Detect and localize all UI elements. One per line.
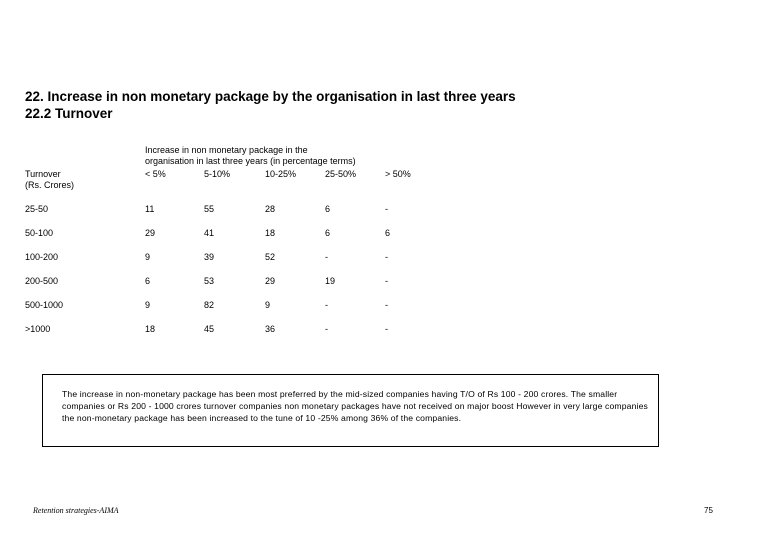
- cell: -: [325, 324, 328, 334]
- cell: 11: [145, 204, 155, 214]
- column-header: 10-25%: [265, 169, 297, 179]
- row-header: [25, 169, 74, 191]
- cell: -: [385, 252, 388, 262]
- cell: -: [385, 204, 388, 214]
- cell: 53: [204, 276, 215, 286]
- group-header: [145, 145, 356, 167]
- cell: 6: [145, 276, 151, 286]
- cell: -: [325, 252, 328, 262]
- cell: 19: [325, 276, 336, 286]
- cell: 45: [204, 324, 215, 334]
- section-title: 22. Increase in non monetary package by the organisation in last three years: [25, 89, 516, 104]
- row-label: 25-50: [25, 204, 49, 214]
- column-header: < 5%: [145, 169, 166, 179]
- summary-note-box: [42, 374, 659, 447]
- cell: 18: [265, 228, 276, 238]
- table-row: [25, 300, 445, 312]
- cell: 6: [325, 204, 331, 214]
- cell: -: [385, 300, 388, 310]
- column-header: 25-50%: [325, 169, 357, 179]
- row-label: 100-200: [25, 252, 59, 262]
- cell: 39: [204, 252, 215, 262]
- cell: 9: [265, 300, 271, 310]
- cell: 29: [145, 228, 156, 238]
- row-header-line1: Turnover: [25, 169, 61, 179]
- cell: -: [385, 276, 388, 286]
- row-label: >1000: [25, 324, 51, 334]
- group-header-line1: Increase in non monetary package in the: [145, 145, 308, 155]
- table-row: [25, 324, 445, 336]
- page-number: 75: [704, 506, 713, 515]
- table-row: [25, 276, 445, 288]
- cell: 29: [265, 276, 276, 286]
- cell: -: [325, 300, 328, 310]
- row-label: 500-1000: [25, 300, 64, 310]
- footer-source: Retention strategies-AIMA: [33, 506, 119, 515]
- cell: 52: [265, 252, 276, 262]
- cell: 55: [204, 204, 215, 214]
- page-heading: [25, 88, 516, 122]
- subsection-title: 22.2 Turnover: [25, 106, 113, 121]
- row-label: 50-100: [25, 228, 54, 238]
- cell: 36: [265, 324, 276, 334]
- summary-note-text: The increase in non-monetary package has been most preferred by the mid-sized companies having T/O of Rs 100 - 200 crores. The smaller companies or Rs 200 - 1000 crores turnover companies non monetary packages have not received on major boost However in very large companies the non-monetary package has been increased to the tune of 10 -25% among 36% of the companies.: [62, 389, 648, 423]
- cell: 28: [265, 204, 276, 214]
- column-header: > 50%: [385, 169, 411, 179]
- table-row: [25, 228, 445, 240]
- row-header-line2: (Rs. Crores): [25, 180, 74, 190]
- column-header: 5-10%: [204, 169, 231, 179]
- cell: 9: [145, 252, 151, 262]
- cell: 18: [145, 324, 156, 334]
- cell: 41: [204, 228, 215, 238]
- cell: 6: [385, 228, 391, 238]
- cell: 6: [325, 228, 331, 238]
- cell: 82: [204, 300, 215, 310]
- table-row: [25, 204, 445, 216]
- cell: -: [385, 324, 388, 334]
- row-label: 200-500: [25, 276, 59, 286]
- cell: 9: [145, 300, 151, 310]
- group-header-line2: organisation in last three years (in percentage terms): [145, 156, 356, 166]
- table-row: [25, 252, 445, 264]
